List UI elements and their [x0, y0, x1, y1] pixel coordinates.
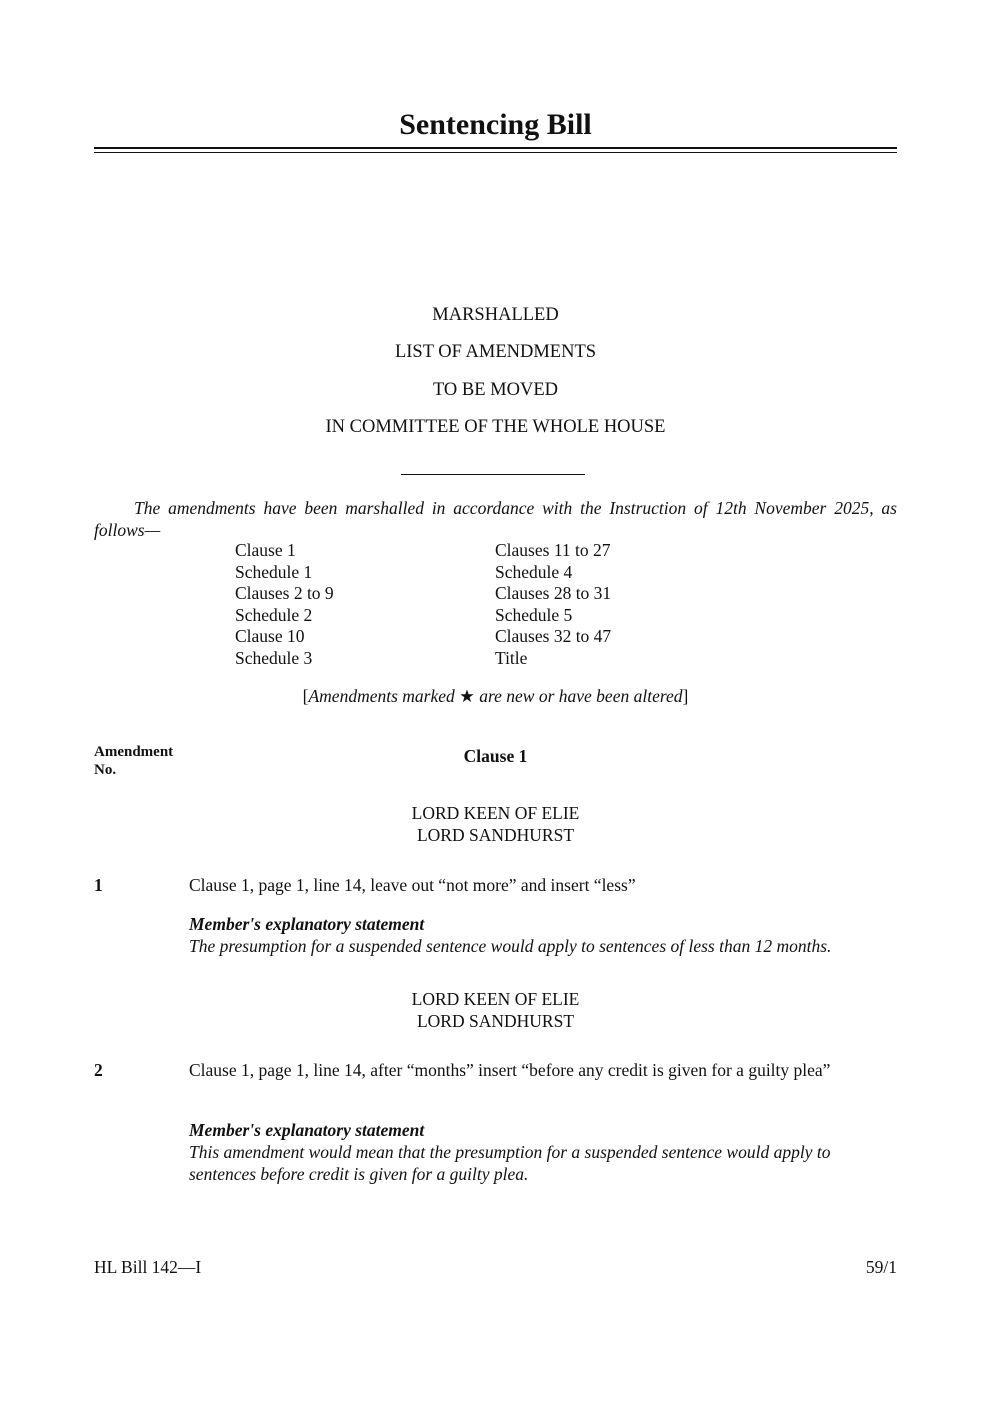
title-rule-thin — [94, 152, 897, 153]
amendment-number: 1 — [94, 875, 103, 895]
label-line: Amendment — [94, 744, 174, 760]
label-line: No. — [94, 762, 117, 778]
star-note — [94, 686, 897, 707]
statement-heading: Member's explanatory statement — [189, 914, 425, 934]
statement-text: The presumption for a suspended sentence would apply to sentences of less than 12 months. — [189, 936, 832, 956]
star-note-text: are new or have been altered — [474, 686, 683, 706]
order-item: Schedule 5 — [495, 604, 573, 625]
amendment-text: Clause 1, page 1, line 14, leave out “not more” and insert “less” — [189, 875, 636, 895]
heading-line: MARSHALLED — [432, 305, 559, 325]
member-name: LORD KEEN OF ELIE — [411, 803, 580, 823]
bracket: ] — [682, 686, 689, 706]
marshalling-intro: The amendments have been marshalled in accordance with the Instruction of 12th November 2025, as follows— — [94, 498, 897, 540]
statement-heading: Member's explanatory statement — [189, 1120, 425, 1140]
order-item: Schedule 1 — [235, 561, 313, 582]
bill-title: Sentencing Bill — [399, 108, 592, 141]
footer-page-ref: 59/1 — [865, 1257, 897, 1277]
order-item: Clause 10 — [235, 626, 305, 647]
statement-text: This amendment would mean that the presumption for a suspended sentence would apply to sentences before credit is given for a guilty plea. — [189, 1142, 831, 1184]
order-item: Clauses 2 to 9 — [235, 583, 334, 604]
members — [94, 988, 897, 1032]
order-item: Clauses 11 to 27 — [495, 540, 611, 560]
star-note-text: Amendments marked — [308, 686, 460, 706]
order-item: Schedule 4 — [495, 561, 573, 582]
order-item: Clauses 28 to 31 — [495, 583, 612, 604]
heading-line: TO BE MOVED — [432, 380, 559, 400]
member-name: LORD SANDHURST — [416, 1011, 575, 1031]
explanatory-statement — [189, 1120, 869, 1185]
order-column-1 — [235, 540, 334, 670]
explanatory-statement — [189, 914, 897, 957]
order-item: Schedule 3 — [235, 647, 313, 668]
heading-line: IN COMMITTEE OF THE WHOLE HOUSE — [325, 417, 666, 437]
amendment-text: Clause 1, page 1, line 14, after “months” insert “before any credit is given for a guilty plea” — [189, 1060, 831, 1080]
order-item: Schedule 2 — [235, 604, 313, 625]
title-rule-thick — [94, 147, 897, 149]
order-item: Clause 1 — [235, 540, 296, 560]
divider — [401, 474, 585, 475]
member-name: LORD SANDHURST — [416, 825, 575, 845]
heading-line: LIST OF AMENDMENTS — [394, 342, 597, 362]
member-name: LORD KEEN OF ELIE — [411, 989, 580, 1009]
order-item: Clauses 32 to 47 — [495, 626, 612, 647]
bracket: [ — [302, 686, 309, 706]
section-heading: Clause 1 — [463, 746, 528, 766]
order-column-2 — [495, 540, 611, 670]
amendment-number: 2 — [94, 1060, 103, 1080]
star-icon: ★ — [459, 686, 475, 706]
order-item: Title — [495, 647, 528, 668]
members — [94, 802, 897, 846]
footer-bill-ref: HL Bill 142—I — [94, 1257, 202, 1277]
